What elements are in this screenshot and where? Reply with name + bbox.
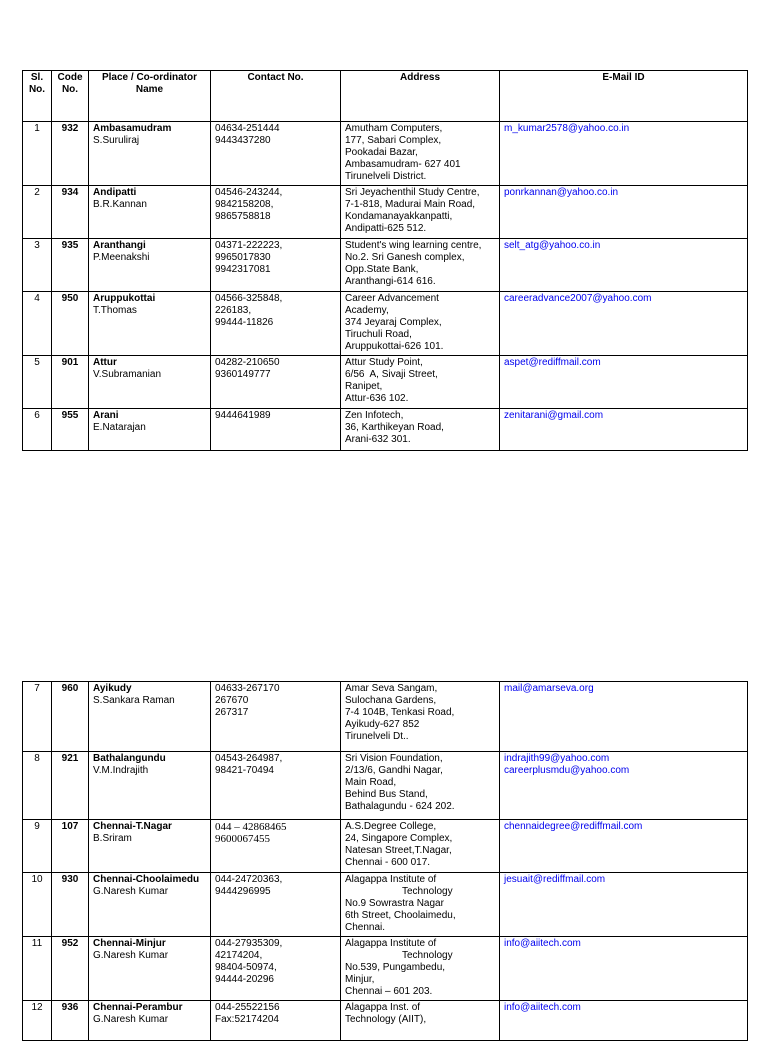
sl-no-cell: 6 — [23, 409, 52, 451]
address-line: Ayikudy-627 852 — [345, 719, 420, 730]
contact-number: 98421-70494 — [215, 765, 274, 776]
contact-number: 9842158208, — [215, 199, 274, 210]
contact-number: 04546-243244, — [215, 187, 283, 198]
address-line: Andipatti-625 512. — [345, 223, 427, 234]
contact-number: 04633-267170 — [215, 683, 280, 694]
contact-cell — [211, 356, 341, 409]
address-line: Sri Vision Foundation, — [345, 753, 443, 764]
place-name: Ambasamudram — [93, 123, 172, 134]
coordinator-name: B.Sriram — [93, 833, 132, 844]
place-cell — [89, 292, 211, 356]
address-line: Chennai - 600 017. — [345, 857, 431, 868]
address-cell — [341, 409, 500, 451]
address-line: Alagappa Institute of — [345, 938, 437, 949]
contact-number: 98404-50974, — [215, 962, 277, 973]
address-line: Chennai – 601 203. — [345, 986, 433, 997]
email-cell — [500, 873, 748, 937]
address-line: 177, Sabari Complex, — [345, 135, 442, 146]
address-line: Aranthangi-614 616. — [345, 276, 436, 287]
contact-number: 9443437280 — [215, 135, 271, 146]
address-line: Behind Bus Stand, — [345, 789, 428, 800]
contact-number: 04566-325848, — [215, 293, 283, 304]
place-name: Chennai-Choolaimedu — [93, 874, 200, 885]
place-cell — [89, 186, 211, 239]
place-cell — [89, 356, 211, 409]
email-cell — [500, 122, 748, 186]
code-no-cell: 932 — [52, 122, 89, 186]
contact-number: 42174204, — [215, 950, 263, 961]
address-line: Career Advancement — [345, 293, 439, 304]
address-line: Aruppukottai-626 101. — [345, 341, 444, 352]
address-line: A.S.Degree College, — [345, 821, 437, 832]
contact-number: 226183, — [215, 305, 252, 316]
email-link[interactable]: zenitarani@gmail.com — [504, 410, 604, 421]
table-row — [23, 239, 748, 292]
coordinator-name: S.Suruliraj — [93, 135, 140, 146]
contact-number: 044-27935309, — [215, 938, 283, 949]
address-cell — [341, 752, 500, 820]
study-centre-table-page-2 — [22, 681, 748, 1041]
address-line: Attur Study Point, — [345, 357, 423, 368]
table-row — [23, 409, 748, 451]
place-cell — [89, 122, 211, 186]
email-cell — [500, 239, 748, 292]
place-cell — [89, 1001, 211, 1041]
contact-cell — [211, 122, 341, 186]
contact-number: 044-24720363, — [215, 874, 283, 885]
address-cell — [341, 239, 500, 292]
code-no-cell: 960 — [52, 682, 89, 752]
email-link[interactable]: chennaidegree@rediffmail.com — [504, 821, 643, 832]
address-line: Zen Infotech, — [345, 410, 404, 421]
table-row — [23, 752, 748, 820]
place-name: Bathalangundu — [93, 753, 166, 764]
header-contact-no: Contact No. — [211, 71, 341, 122]
address-line: Technology — [402, 950, 453, 961]
address-line: Alagappa Inst. of — [345, 1002, 421, 1013]
place-cell — [89, 752, 211, 820]
email-link[interactable]: info@aiitech.com — [504, 1002, 581, 1013]
email-cell — [500, 409, 748, 451]
contact-cell — [211, 1001, 341, 1041]
address-line: Tirunelveli Dt.. — [345, 731, 409, 742]
address-line: Student's wing learning centre, — [345, 240, 482, 251]
address-line: No.539, Pungambedu, — [345, 962, 446, 973]
email-link[interactable]: selt_atg@yahoo.co.in — [504, 240, 601, 251]
address-line: Amar Seva Sangam, — [345, 683, 438, 694]
email-link[interactable]: ponrkannan@yahoo.co.in — [504, 187, 619, 198]
sl-no-cell: 9 — [23, 820, 52, 873]
address-line: Minjur, — [345, 974, 375, 985]
header-code-no: Code No. — [52, 71, 89, 122]
place-name: Chennai-T.Nagar — [93, 821, 172, 832]
email-cell — [500, 752, 748, 820]
table-row — [23, 292, 748, 356]
address-line: 6/56 A, Sivaji Street, — [345, 369, 438, 380]
address-line: 6th Street, Choolaimedu, — [345, 910, 456, 921]
header-place-coordinator: Place / Co-ordinator Name — [89, 71, 211, 122]
code-no-cell: 921 — [52, 752, 89, 820]
header-email-id: E-Mail ID — [500, 71, 748, 122]
contact-cell — [211, 239, 341, 292]
address-line: Ranipet, — [345, 381, 383, 392]
address-line: Bathalagundu - 624 202. — [345, 801, 455, 812]
address-cell — [341, 820, 500, 873]
contact-number: 9360149777 — [215, 369, 271, 380]
contact-cell — [211, 937, 341, 1001]
study-centre-table-page-1 — [22, 70, 748, 451]
code-no-cell: 950 — [52, 292, 89, 356]
contact-cell — [211, 409, 341, 451]
sl-no-cell: 3 — [23, 239, 52, 292]
address-line: Kondamanayakkanpatti, — [345, 211, 453, 222]
address-line: Ambasamudram- 627 401 — [345, 159, 461, 170]
email-link[interactable]: info@aiitech.com — [504, 938, 581, 949]
contact-number: 99444-11826 — [215, 317, 274, 328]
address-line: 7-4 104B, Tenkasi Road, — [345, 707, 455, 718]
place-cell — [89, 239, 211, 292]
email-cell — [500, 186, 748, 239]
contact-number: 9444296995 — [215, 886, 271, 897]
table-row — [23, 1001, 748, 1041]
coordinator-name: T.Thomas — [93, 305, 137, 316]
address-line: Sulochana Gardens, — [345, 695, 437, 706]
email-link[interactable]: aspet@rediffmail.com — [504, 357, 601, 368]
contact-number: 9444641989 — [215, 410, 271, 421]
table-row — [23, 873, 748, 937]
address-line: Academy, — [345, 305, 389, 316]
address-cell — [341, 122, 500, 186]
coordinator-name: G.Naresh Kumar — [93, 950, 169, 961]
email-link[interactable]: indrajith99@yahoo.com — [504, 753, 610, 764]
coordinator-name: B.R.Kannan — [93, 199, 147, 210]
place-name: Ayikudy — [93, 683, 132, 694]
table-row — [23, 937, 748, 1001]
sl-no-cell: 4 — [23, 292, 52, 356]
code-no-cell: 952 — [52, 937, 89, 1001]
sl-no-cell: 7 — [23, 682, 52, 752]
code-no-cell: 955 — [52, 409, 89, 451]
coordinator-name: E.Natarajan — [93, 422, 146, 433]
table-row — [23, 682, 748, 752]
contact-cell — [211, 820, 341, 873]
contact-number: 044 – 42868465 — [215, 821, 287, 833]
email-cell — [500, 682, 748, 752]
coordinator-name: G.Naresh Kumar — [93, 1014, 169, 1025]
address-cell — [341, 682, 500, 752]
contact-number: 04543-264987, — [215, 753, 283, 764]
place-name: Attur — [93, 357, 117, 368]
email-cell — [500, 1001, 748, 1041]
contact-cell — [211, 292, 341, 356]
address-line: Natesan Street,T.Nagar, — [345, 845, 452, 856]
place-name: Arani — [93, 410, 119, 421]
place-name: Chennai-Perambur — [93, 1002, 183, 1013]
contact-number: 9942317081 — [215, 264, 271, 275]
coordinator-name: S.Sankara Raman — [93, 695, 175, 706]
header-address: Address — [341, 71, 500, 122]
address-cell — [341, 1001, 500, 1041]
address-cell — [341, 356, 500, 409]
address-line: Attur-636 102. — [345, 393, 409, 404]
contact-number: 9600067455 — [215, 833, 270, 845]
address-line: 24, Singapore Complex, — [345, 833, 453, 844]
contact-number: Fax:52174204 — [215, 1014, 279, 1025]
address-line: 2/13/6, Gandhi Nagar, — [345, 765, 443, 776]
contact-number: 267317 — [215, 707, 249, 718]
sl-no-cell: 8 — [23, 752, 52, 820]
header-sl-no: Sl. No. — [23, 71, 52, 122]
contact-number: 04371-222223, — [215, 240, 283, 251]
place-name: Chennai-Minjur — [93, 938, 166, 949]
contact-number: 9865758818 — [215, 211, 271, 222]
sl-no-cell: 11 — [23, 937, 52, 1001]
table-row — [23, 186, 748, 239]
sl-no-cell: 12 — [23, 1001, 52, 1041]
sl-no-cell: 10 — [23, 873, 52, 937]
contact-cell — [211, 186, 341, 239]
address-line: 7-1-818, Madurai Main Road, — [345, 199, 476, 210]
email-cell — [500, 937, 748, 1001]
code-no-cell: 901 — [52, 356, 89, 409]
place-cell — [89, 820, 211, 873]
address-cell — [341, 292, 500, 356]
address-line: Chennai. — [345, 922, 386, 933]
address-line: Sri Jeyachenthil Study Centre, — [345, 187, 480, 198]
address-line: Tiruchuli Road, — [345, 329, 412, 340]
code-no-cell: 934 — [52, 186, 89, 239]
coordinator-name: V.Subramanian — [93, 369, 162, 380]
address-cell — [341, 186, 500, 239]
table-row — [23, 122, 748, 186]
email-cell — [500, 356, 748, 409]
contact-number: 044-25522156 — [215, 1002, 280, 1013]
contact-number: 04282-210650 — [215, 357, 280, 368]
coordinator-name: V.M.Indrajith — [93, 765, 149, 776]
email-link[interactable]: mail@amarseva.org — [504, 683, 594, 694]
place-name: Aranthangi — [93, 240, 146, 251]
email-link[interactable]: m_kumar2578@yahoo.co.in — [504, 123, 630, 134]
coordinator-name: G.Naresh Kumar — [93, 886, 169, 897]
address-line: No.9 Sowrastra Nagar — [345, 898, 444, 909]
address-line: 36, Karthikeyan Road, — [345, 422, 444, 433]
address-line: Pookadai Bazar, — [345, 147, 418, 158]
email-link[interactable]: jesuait@rediffmail.com — [504, 874, 606, 885]
contact-cell — [211, 752, 341, 820]
place-cell — [89, 682, 211, 752]
address-line: Alagappa Institute of — [345, 874, 437, 885]
place-cell — [89, 873, 211, 937]
code-no-cell: 107 — [52, 820, 89, 873]
coordinator-name: P.Meenakshi — [93, 252, 150, 263]
code-no-cell: 936 — [52, 1001, 89, 1041]
place-cell — [89, 409, 211, 451]
address-line: Tirunelveli District. — [345, 171, 427, 182]
code-no-cell: 930 — [52, 873, 89, 937]
address-line: Arani-632 301. — [345, 434, 411, 445]
contact-number: 9965017830 — [215, 252, 271, 263]
table-header-row — [23, 71, 748, 122]
address-line: No.2. Sri Ganesh complex, — [345, 252, 465, 263]
contact-number: 04634-251444 — [215, 123, 280, 134]
email-link[interactable]: careerplusmdu@yahoo.com — [504, 765, 630, 776]
address-line: 374 Jeyaraj Complex, — [345, 317, 442, 328]
sl-no-cell: 2 — [23, 186, 52, 239]
email-cell — [500, 292, 748, 356]
address-line: Main Road, — [345, 777, 397, 788]
address-cell — [341, 873, 500, 937]
code-no-cell: 935 — [52, 239, 89, 292]
place-name: Aruppukottai — [93, 293, 156, 304]
address-line: Opp.State Bank, — [345, 264, 419, 275]
address-line: Amutham Computers, — [345, 123, 443, 134]
email-link[interactable]: careeradvance2007@yahoo.com — [504, 293, 652, 304]
contact-cell — [211, 682, 341, 752]
contact-number: 267670 — [215, 695, 249, 706]
place-cell — [89, 937, 211, 1001]
sl-no-cell: 5 — [23, 356, 52, 409]
table-row — [23, 356, 748, 409]
sl-no-cell: 1 — [23, 122, 52, 186]
contact-number: 94444-20296 — [215, 974, 274, 985]
contact-cell — [211, 873, 341, 937]
address-line: Technology (AIIT), — [345, 1014, 427, 1025]
email-cell — [500, 820, 748, 873]
place-name: Andipatti — [93, 187, 137, 198]
address-cell — [341, 937, 500, 1001]
address-line: Technology — [402, 886, 453, 897]
table-row — [23, 820, 748, 873]
